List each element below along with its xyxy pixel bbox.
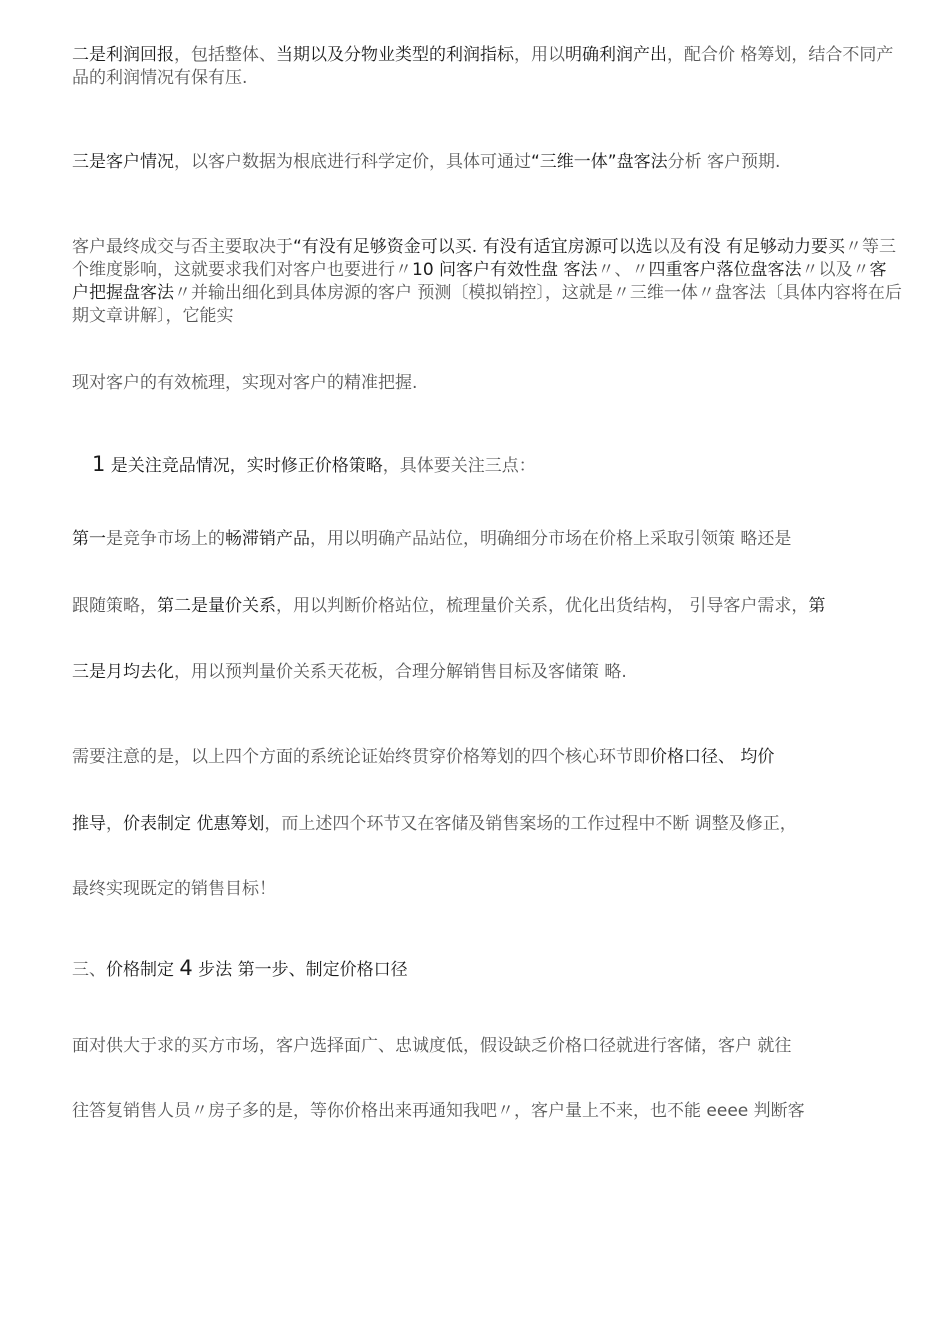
text-run: ，具体要关注三点： [382, 456, 536, 476]
text-run: 客户把握盘客法 [72, 260, 887, 303]
text-run: ， [106, 814, 123, 834]
text-run: 以及 [652, 237, 687, 257]
text-run: ，用以判断价格站位，梳理量价关系，优化出货结构， 引导客户需求， [276, 596, 809, 616]
paragraph-market-line1 [72, 1035, 902, 1058]
text-run: ，用以预判量价关系天花板，合理分解销售目标及客储策 略. [174, 662, 627, 682]
section-heading-step-one [72, 957, 902, 982]
text-run: “有没有足够资金可以买. 有没有适宜房源可以选 [293, 237, 653, 257]
text-run: 第 [808, 596, 826, 616]
text-run: 1 [92, 452, 106, 476]
text-run: 最终实现既定的销售目标！ [72, 879, 276, 899]
paragraph-note-line3 [72, 878, 902, 901]
paragraph-customer [72, 151, 902, 174]
paragraph-point-one [72, 528, 902, 551]
text-run: 〃并输出细化到具体房源的客户 预测〔模拟销控〕，这就是〃三维一体〃盘客法〔具体内容将在后期文章讲解〕，它能实 [72, 283, 902, 326]
paragraph-note-line1 [72, 746, 902, 769]
text-run: 第二是量价关系 [157, 596, 276, 616]
text-run: 有没 有足够动力要买 [686, 237, 846, 257]
text-run: 三、 [72, 960, 106, 980]
text-run: 4 [179, 956, 193, 980]
text-run: ，用以 [514, 45, 565, 65]
text-run: 分析 客户预期. [667, 152, 781, 172]
text-run: ，包括整体、 [174, 45, 276, 65]
text-run: ，而上述四个环节又在客储及销售案场的工作过程中不断 调整及修正， [264, 814, 797, 834]
text-run: 明确利润产出 [565, 45, 667, 65]
paragraph-point-two [72, 595, 902, 618]
text-run: 现对客户的有效梳理，实现对客户的精准把握. [72, 373, 418, 393]
text-run: 需要注意的是，以上四个方面的系统论证始终贯穿价格筹划的四个核心环节即 [72, 747, 650, 767]
text-run: 四重客户落位盘客法 [648, 260, 802, 280]
text-run: 面对供大于求的买方市场，客户选择面广、忠诚度低，假设缺乏价格口径就进行客储，客户 就往 [72, 1036, 792, 1056]
text-run: 跟随策略， [72, 596, 157, 616]
paragraph-three-dimensions [72, 236, 902, 328]
paragraph-competitors [92, 453, 922, 478]
text-run: 推导 [72, 814, 106, 834]
text-run: ，用以明确产品站位，明确细分市场在价格上采取引领策 略还是 [310, 529, 792, 549]
text-run: 二是利润回报 [72, 45, 174, 65]
paragraph-point-three [72, 661, 902, 684]
text-run: ，配合价 格筹划，结合不同产品的利润情况有保有压. [72, 45, 894, 88]
text-run: 10 问客户有效性盘 客法 [412, 260, 598, 280]
text-run: 是关注竞品情况，实时修正价格策略 [105, 456, 383, 476]
text-run: 客户最终成交与否主要取决于 [72, 237, 293, 257]
paragraph-note-line2 [72, 813, 902, 836]
text-run: “三维一体”盘客法 [531, 152, 668, 172]
text-run: 当期以及分物业类型的利润指标 [276, 45, 514, 65]
text-run: 价格口径、 均价 [650, 747, 775, 767]
paragraph-market-line2 [72, 1100, 902, 1123]
text-run: 〃以及〃 [801, 260, 870, 280]
text-run: 价表制定 优惠筹划 [123, 814, 265, 834]
text-run: 价格制定 [106, 960, 180, 980]
paragraph-customer-grasp [72, 372, 902, 395]
text-run: 第一 [72, 529, 106, 549]
text-run: 〃等三个维度影响，这就要求我们对客户也要进行〃 [72, 237, 897, 280]
text-run: 三是客户情况 [72, 152, 174, 172]
text-run: 步法 第一步、制定价格口径 [192, 960, 408, 980]
text-run: 往答复销售人员〃房子多的是，等你价格出来再通知我吧〃，客户量上不来，也不能 eeee 判断客 [72, 1101, 805, 1121]
text-run: 是竞争市场上的 [106, 529, 225, 549]
text-run: ，以客户数据为根底进行科学定价，具体可通过 [174, 152, 531, 172]
text-run: 三是月均去化 [72, 662, 174, 682]
text-run: 〃、〃 [597, 260, 649, 280]
paragraph-profit [72, 44, 902, 90]
text-run: 畅滞销产品 [225, 529, 310, 549]
